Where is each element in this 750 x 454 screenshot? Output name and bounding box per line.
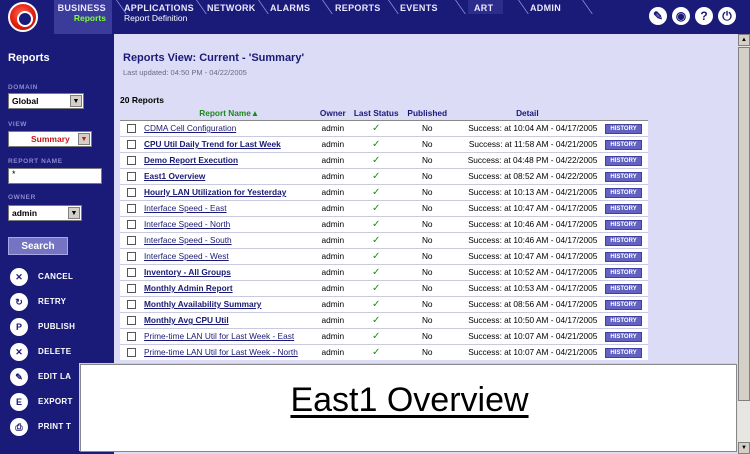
owner-cell: admin (316, 200, 349, 216)
row-checkbox[interactable] (127, 220, 136, 229)
status-check-icon: ✓ (349, 232, 403, 248)
table-row (120, 312, 648, 328)
row-checkbox[interactable] (127, 316, 136, 325)
row-checkbox[interactable] (127, 140, 136, 149)
tab-admin[interactable]: ADMIN (530, 3, 561, 13)
report-name-link[interactable]: Monthly Avg CPU Util (144, 315, 229, 325)
detail-cell: Success: at 10:47 AM - 04/17/2005 (451, 248, 603, 264)
report-name-link[interactable]: Monthly Availability Summary (144, 299, 262, 309)
row-checkbox-cell (120, 248, 142, 264)
detail-cell: Success: at 11:58 AM - 04/21/2005 (451, 136, 603, 152)
table-row (120, 200, 648, 216)
report-name-link[interactable]: Interface Speed - North (144, 219, 231, 229)
status-check-icon: ✓ (349, 296, 403, 312)
print-label: PRINT T (38, 422, 72, 431)
retry-button[interactable] (8, 291, 114, 313)
status-check-icon: ✓ (349, 264, 403, 280)
detail-cell: Success: at 10:52 AM - 04/17/2005 (451, 264, 603, 280)
owner-cell: admin (316, 280, 349, 296)
row-checkbox-cell (120, 120, 142, 136)
view-select[interactable] (8, 131, 92, 147)
owner-select[interactable] (8, 205, 82, 221)
detail-cell: Success: at 08:52 AM - 04/22/2005 (451, 168, 603, 184)
status-check-icon: ✓ (349, 120, 403, 136)
row-checkbox[interactable] (127, 204, 136, 213)
table-row (120, 296, 648, 312)
owner-cell: admin (316, 152, 349, 168)
status-check-icon: ✓ (349, 136, 403, 152)
report-name-cell (142, 312, 316, 328)
sidebar-title: Reports (8, 52, 50, 64)
wrench-icon[interactable]: ✎ (649, 7, 667, 25)
report-name-link[interactable]: CPU Util Daily Trend for Last Week (144, 139, 281, 149)
header-history-col (603, 107, 648, 120)
history-button[interactable]: HISTORY (605, 124, 641, 134)
report-name-cell (142, 296, 316, 312)
detail-cell: Success: at 10:07 AM - 04/21/2005 (451, 328, 603, 344)
report-name-link[interactable]: Monthly Admin Report (144, 283, 233, 293)
detail-cell: Success: at 04:48 PM - 04/22/2005 (451, 152, 603, 168)
logo (8, 2, 38, 32)
table-header-row (120, 107, 648, 120)
tab-divider (388, 0, 398, 14)
owner-cell: admin (316, 264, 349, 280)
history-cell (603, 264, 648, 280)
status-check-icon: ✓ (349, 216, 403, 232)
table-row (120, 120, 648, 136)
report-name-link[interactable]: Interface Speed - South (144, 235, 232, 245)
last-updated-text: Last updated: 04:50 PM - 04/22/2005 (123, 68, 247, 77)
status-check-icon: ✓ (349, 248, 403, 264)
retry-icon: ↻ (10, 293, 28, 311)
publish-button[interactable] (8, 316, 114, 338)
owner-cell: admin (316, 296, 349, 312)
status-check-icon: ✓ (349, 168, 403, 184)
report-name-input[interactable]: * (8, 168, 102, 184)
detail-cell: Success: at 10:53 AM - 04/17/2005 (451, 280, 603, 296)
published-cell: No (403, 232, 451, 248)
status-check-icon: ✓ (349, 200, 403, 216)
report-name-cell (142, 328, 316, 344)
history-button[interactable]: HISTORY (605, 316, 641, 326)
history-cell (603, 232, 648, 248)
cancel-label: CANCEL (38, 272, 74, 281)
cancel-icon: ✕ (10, 268, 28, 286)
report-name-cell (142, 344, 316, 360)
report-name-cell (142, 280, 316, 296)
table-row (120, 184, 648, 200)
report-name-cell (142, 120, 316, 136)
tab-divider (582, 0, 592, 14)
published-cell: No (403, 200, 451, 216)
published-cell: No (403, 248, 451, 264)
history-button[interactable]: HISTORY (605, 300, 641, 310)
report-name-tooltip (80, 364, 737, 452)
tab-divider (196, 0, 206, 14)
row-checkbox-cell (120, 264, 142, 280)
row-checkbox[interactable] (127, 188, 136, 197)
history-button[interactable]: HISTORY (605, 348, 641, 358)
tab-business[interactable] (54, 0, 112, 34)
report-name-cell (142, 232, 316, 248)
top-navigation-bar (0, 0, 750, 34)
owner-cell: admin (316, 232, 349, 248)
row-checkbox-cell (120, 280, 142, 296)
report-name-link[interactable]: CDMA Cell Configuration (144, 123, 237, 133)
owner-cell: admin (316, 136, 349, 152)
report-name-link[interactable]: East1 Overview (144, 171, 206, 181)
publish-icon: P (10, 318, 28, 336)
table-row (120, 152, 648, 168)
row-checkbox[interactable] (127, 124, 136, 133)
page-title: Reports View: Current - 'Summary' (123, 52, 305, 64)
report-name-link[interactable]: Demo Report Execution (144, 155, 239, 165)
help-icon[interactable]: ? (695, 7, 713, 25)
tab-divider (116, 0, 126, 14)
history-button[interactable]: HISTORY (605, 252, 641, 262)
row-checkbox-cell (120, 216, 142, 232)
chevron-down-icon: ▼ (78, 133, 90, 145)
report-name-link[interactable]: Prime-time LAN Util for Last Week - North (144, 347, 298, 358)
history-cell (603, 168, 648, 184)
history-cell (603, 280, 648, 296)
row-checkbox-cell (120, 344, 142, 360)
tab-events[interactable]: EVENTS (400, 3, 438, 13)
tab-applications[interactable] (124, 0, 194, 34)
published-cell: No (403, 296, 451, 312)
published-cell: No (403, 328, 451, 344)
published-cell: No (403, 264, 451, 280)
row-checkbox[interactable] (127, 348, 136, 357)
header-report-name[interactable]: Report Name▲ (142, 107, 316, 120)
power-icon[interactable]: ⏻ (718, 7, 736, 25)
table-row (120, 136, 648, 152)
status-check-icon: ✓ (349, 344, 403, 360)
row-checkbox-cell (120, 328, 142, 344)
tooltip-text: East1 Overview (290, 381, 529, 419)
table-row (120, 280, 648, 296)
history-button[interactable]: HISTORY (605, 188, 641, 198)
published-cell: No (403, 168, 451, 184)
status-check-icon: ✓ (349, 328, 403, 344)
detail-cell: Success: at 10:07 AM - 04/21/2005 (451, 344, 603, 360)
row-checkbox-cell (120, 184, 142, 200)
owner-cell: admin (316, 184, 349, 200)
row-checkbox-cell (120, 312, 142, 328)
owner-cell: admin (316, 168, 349, 184)
history-button[interactable]: HISTORY (605, 204, 641, 214)
report-name-link[interactable]: Prime-time LAN Util for Last Week - East (144, 331, 295, 341)
row-checkbox[interactable] (127, 156, 136, 165)
history-cell (603, 344, 648, 360)
report-name-cell (142, 216, 316, 232)
tab-divider (322, 0, 332, 14)
report-name-cell (142, 136, 316, 152)
row-checkbox-cell (120, 296, 142, 312)
detail-cell: Success: at 10:47 AM - 04/17/2005 (451, 200, 603, 216)
history-cell (603, 184, 648, 200)
table-row (120, 232, 648, 248)
row-checkbox[interactable] (127, 300, 136, 309)
report-name-cell (142, 264, 316, 280)
table-row (120, 248, 648, 264)
header-last-status[interactable]: Last Status (349, 107, 403, 120)
table-row (120, 328, 648, 344)
tab-divider (518, 0, 528, 14)
scrollbar[interactable] (738, 34, 750, 454)
tab-alarms[interactable]: ALARMS (270, 3, 311, 13)
row-checkbox-cell (120, 168, 142, 184)
report-name-link[interactable]: Interface Speed - East (144, 203, 227, 213)
history-cell (603, 136, 648, 152)
tab-divider (258, 0, 268, 14)
chevron-down-icon: ▼ (68, 207, 80, 219)
owner-cell: admin (316, 328, 349, 344)
domain-select[interactable] (8, 93, 84, 109)
tab-reports[interactable]: REPORTS (335, 3, 381, 13)
detail-cell: Success: at 10:13 AM - 04/21/2005 (451, 184, 603, 200)
tab-network[interactable]: NETWORK (207, 3, 256, 13)
retry-label: RETRY (38, 297, 67, 306)
published-cell: No (403, 136, 451, 152)
row-checkbox-cell (120, 232, 142, 248)
report-name-link[interactable]: Inventory - All Groups (144, 267, 231, 277)
table-row (120, 216, 648, 232)
status-check-icon: ✓ (349, 152, 403, 168)
detail-cell: Success: at 10:46 AM - 04/17/2005 (451, 232, 603, 248)
delete-label: DELETE (38, 347, 72, 356)
table-row (120, 344, 648, 360)
row-checkbox[interactable] (127, 332, 136, 341)
search-button[interactable]: Search (8, 237, 68, 255)
row-checkbox[interactable] (127, 268, 136, 277)
detail-cell: Success: at 10:04 AM - 04/17/2005 (451, 120, 603, 136)
history-cell (603, 152, 648, 168)
delete-button[interactable] (8, 341, 114, 363)
edit-icon: ✎ (10, 368, 28, 386)
history-button[interactable]: HISTORY (605, 332, 641, 342)
row-checkbox-cell (120, 152, 142, 168)
history-button[interactable]: HISTORY (605, 236, 641, 246)
tab-label: BUSINESS (57, 3, 106, 13)
scrollbar-thumb[interactable] (738, 47, 750, 401)
header-checkbox-col (120, 107, 142, 120)
detail-cell: Success: at 10:46 AM - 04/17/2005 (451, 216, 603, 232)
published-cell: No (403, 280, 451, 296)
status-check-icon: ✓ (349, 184, 403, 200)
history-cell (603, 200, 648, 216)
owner-cell: admin (316, 120, 349, 136)
owner-cell: admin (316, 344, 349, 360)
published-cell: No (403, 184, 451, 200)
eye-icon[interactable]: ◉ (672, 7, 690, 25)
print-icon: ⎙ (10, 418, 28, 436)
table-row (120, 168, 648, 184)
history-button[interactable]: HISTORY (605, 268, 641, 278)
report-name-link[interactable]: Interface Speed - West (144, 251, 229, 261)
history-cell (603, 312, 648, 328)
export-icon: E (10, 393, 28, 411)
scroll-up-icon[interactable]: ▲ (738, 34, 750, 46)
report-name-cell (142, 168, 316, 184)
tab-sublabel-report-definition[interactable]: Report Definition (124, 13, 188, 23)
status-check-icon: ✓ (349, 280, 403, 296)
history-cell (603, 216, 648, 232)
owner-cell: admin (316, 312, 349, 328)
history-button[interactable]: HISTORY (605, 156, 641, 166)
row-checkbox[interactable] (127, 236, 136, 245)
history-button[interactable]: HISTORY (605, 220, 641, 230)
domain-value: Global (12, 96, 39, 106)
reports-table (120, 107, 648, 360)
row-checkbox[interactable] (127, 252, 136, 261)
history-cell (603, 248, 648, 264)
report-name-cell (142, 200, 316, 216)
report-name-cell (142, 248, 316, 264)
tab-label: APPLICATIONS (124, 3, 194, 13)
chevron-down-icon: ▼ (70, 95, 82, 107)
row-checkbox-cell (120, 200, 142, 216)
history-button[interactable]: HISTORY (605, 140, 641, 150)
owner-value: admin (12, 208, 38, 218)
history-cell (603, 328, 648, 344)
tab-art[interactable]: ART (468, 0, 503, 14)
history-cell (603, 296, 648, 312)
history-cell (603, 120, 648, 136)
owner-label: OWNER (8, 194, 36, 201)
report-name-cell (142, 152, 316, 168)
publish-label: PUBLISH (38, 322, 76, 331)
report-name-label: REPORT NAME (8, 158, 63, 165)
report-name-link[interactable]: Hourly LAN Utilization for Yesterday (144, 187, 287, 197)
view-value: Summary (31, 134, 70, 144)
history-button[interactable]: HISTORY (605, 284, 641, 294)
published-cell: No (403, 152, 451, 168)
header-owner[interactable]: Owner (316, 107, 349, 120)
domain-label: DOMAIN (8, 84, 38, 91)
published-cell: No (403, 344, 451, 360)
owner-cell: admin (316, 248, 349, 264)
row-checkbox[interactable] (127, 172, 136, 181)
export-label: EXPORT (38, 397, 73, 406)
history-button[interactable]: HISTORY (605, 172, 641, 182)
header-published[interactable]: Published (403, 107, 451, 120)
table-row (120, 264, 648, 280)
detail-cell: Success: at 08:56 AM - 04/17/2005 (451, 296, 603, 312)
status-check-icon: ✓ (349, 312, 403, 328)
published-cell: No (403, 312, 451, 328)
reports-table-wrapper (120, 107, 648, 360)
scroll-down-icon[interactable]: ▼ (738, 442, 750, 454)
table-body (120, 120, 648, 360)
header-detail[interactable]: Detail (451, 107, 603, 120)
report-name-cell (142, 184, 316, 200)
tab-sublabel-reports[interactable]: Reports (73, 13, 106, 23)
owner-cell: admin (316, 216, 349, 232)
cancel-button[interactable] (8, 266, 114, 288)
view-label: VIEW (8, 121, 28, 128)
tab-divider (455, 0, 465, 14)
detail-cell: Success: at 10:50 AM - 04/17/2005 (451, 312, 603, 328)
edit-label: EDIT LA (38, 372, 72, 381)
row-checkbox-cell (120, 136, 142, 152)
row-checkbox[interactable] (127, 284, 136, 293)
published-cell: No (403, 120, 451, 136)
delete-icon: ✕ (10, 343, 28, 361)
published-cell: No (403, 216, 451, 232)
report-count: 20 Reports (120, 95, 164, 105)
